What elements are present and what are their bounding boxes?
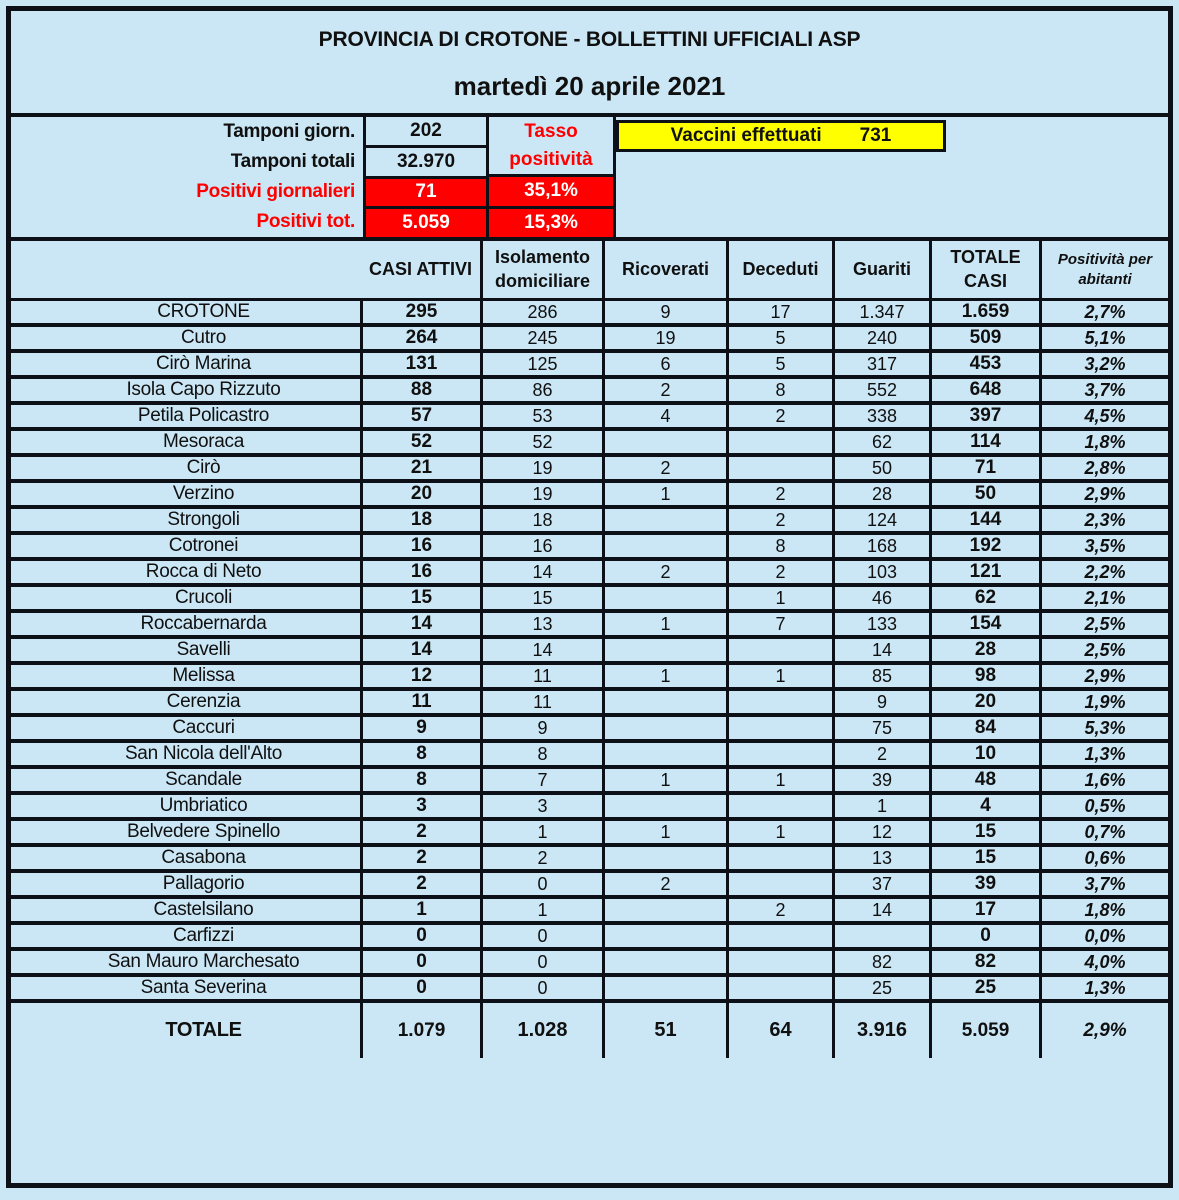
tamponi-giorn-label: Tamponi giorn. [223,121,355,142]
deceduti-cell: 1 [729,769,835,795]
municipality-cell: Crucoli [11,587,363,613]
ricoverati-cell: 2 [605,561,729,587]
municipality-cell: San Nicola dell'Alto [11,743,363,769]
ricoverati-cell: 2 [605,457,729,483]
isolamento-cell: 52 [483,431,605,457]
municipality-cell: Belvedere Spinello [11,821,363,847]
header-positivita: Positività per abitanti [1042,241,1168,301]
totale-casi-cell: 28 [932,639,1042,665]
table-row [11,561,1168,587]
casi-attivi-cell: 12 [363,665,483,691]
isolamento-cell: 11 [483,665,605,691]
totale-casi-cell: 453 [932,353,1042,379]
table-row [11,743,1168,769]
totale-casi-cell: 15 [932,847,1042,873]
casi-attivi-cell: 88 [363,379,483,405]
municipality-cell: Petila Policastro [11,405,363,431]
ricoverati-cell: 2 [605,379,729,405]
totale-casi-cell: 39 [932,873,1042,899]
guariti-cell: 14 [835,639,932,665]
table-footer [11,1003,1168,1058]
positivita-cell: 2,3% [1042,509,1168,535]
casi-attivi-cell: 0 [363,977,483,1003]
tasso-positivita-block [489,117,616,237]
municipality-cell: Umbriatico [11,795,363,821]
municipality-cell: Savelli [11,639,363,665]
isolamento-cell: 19 [483,483,605,509]
casi-attivi-cell: 14 [363,613,483,639]
guariti-cell: 552 [835,379,932,405]
ricoverati-cell [605,509,729,535]
guariti-cell: 1 [835,795,932,821]
positivita-cell: 2,2% [1042,561,1168,587]
positivi-tot-value: 5.059 [366,209,486,237]
deceduti-cell [729,847,835,873]
deceduti-cell: 2 [729,509,835,535]
totale-casi-cell: 648 [932,379,1042,405]
isolamento-cell: 245 [483,327,605,353]
isolamento-cell: 0 [483,925,605,951]
positivi-giorn-label: Positivi giornalieri [196,181,355,202]
municipality-cell: Caccuri [11,717,363,743]
table-row [11,483,1168,509]
isolamento-cell: 14 [483,639,605,665]
municipality-cell: Scandale [11,769,363,795]
isolamento-cell: 0 [483,951,605,977]
ricoverati-cell: 9 [605,301,729,327]
table-row [11,691,1168,717]
isolamento-cell: 2 [483,847,605,873]
deceduti-cell [729,639,835,665]
table-row [11,951,1168,977]
casi-attivi-cell: 2 [363,847,483,873]
totale-casi-cell: 397 [932,405,1042,431]
municipality-cell: Melissa [11,665,363,691]
deceduti-cell [729,691,835,717]
municipality-cell: Carfizzi [11,925,363,951]
ricoverati-cell: 1 [605,665,729,691]
casi-attivi-cell: 131 [363,353,483,379]
positivita-cell: 3,7% [1042,379,1168,405]
ricoverati-cell: 1 [605,483,729,509]
table-row [11,379,1168,405]
table-row [11,301,1168,327]
positivita-cell: 5,3% [1042,717,1168,743]
totale-casi-cell: 144 [932,509,1042,535]
ricoverati-cell [605,535,729,561]
ricoverati-cell: 1 [605,821,729,847]
deceduti-cell [729,743,835,769]
municipality-cell: Verzino [11,483,363,509]
totale-casi-cell: 0 [932,925,1042,951]
guariti-cell: 46 [835,587,932,613]
positivita-cell: 2,5% [1042,613,1168,639]
positivita-cell: 0,0% [1042,925,1168,951]
ricoverati-cell [605,587,729,613]
ricoverati-cell: 6 [605,353,729,379]
deceduti-cell: 8 [729,535,835,561]
totale-casi-cell: 20 [932,691,1042,717]
isolamento-cell: 1 [483,821,605,847]
table-header [11,241,1168,301]
table-row [11,873,1168,899]
positivita-cell: 1,6% [1042,769,1168,795]
totale-casi-cell: 25 [932,977,1042,1003]
casi-attivi-cell: 8 [363,743,483,769]
table-row [11,925,1168,951]
totale-ricoverati-cell: 51 [605,1003,729,1058]
municipality-cell: Cirò Marina [11,353,363,379]
table-row [11,665,1168,691]
deceduti-cell: 1 [729,665,835,691]
guariti-cell: 50 [835,457,932,483]
municipality-cell: Mesoraca [11,431,363,457]
summary-values [363,117,489,237]
ricoverati-cell: 1 [605,769,729,795]
positivita-cell: 1,3% [1042,977,1168,1003]
table-body [11,301,1168,1003]
table-row [11,613,1168,639]
ricoverati-cell [605,717,729,743]
isolamento-cell: 8 [483,743,605,769]
bulletin-frame [6,6,1173,1188]
ricoverati-cell: 1 [605,613,729,639]
deceduti-cell [729,873,835,899]
casi-attivi-cell: 2 [363,873,483,899]
isolamento-cell: 7 [483,769,605,795]
casi-attivi-cell: 2 [363,821,483,847]
positivi-tot-label: Positivi tot. [256,211,355,232]
municipality-cell: Castelsilano [11,899,363,925]
totale-positivita-cell: 2,9% [1083,1019,1127,1041]
title-section [11,11,1168,117]
totale-casi-cell: 10 [932,743,1042,769]
municipality-cell: Roccabernarda [11,613,363,639]
table-row [11,431,1168,457]
tamponi-giorn-value: 202 [366,117,486,148]
casi-attivi-cell: 1 [363,899,483,925]
guariti-cell: 317 [835,353,932,379]
summary-right-region [616,117,1168,237]
positivita-cell: 4,5% [1042,405,1168,431]
header-casi-attivi: CASI ATTIVI [11,241,483,301]
guariti-cell: 37 [835,873,932,899]
guariti-cell: 28 [835,483,932,509]
guariti-cell: 240 [835,327,932,353]
table-row [11,327,1168,353]
municipality-cell: Cerenzia [11,691,363,717]
deceduti-cell [729,795,835,821]
isolamento-cell: 11 [483,691,605,717]
table-row [11,821,1168,847]
totale-casi-cell: 509 [932,327,1042,353]
guariti-cell: 62 [835,431,932,457]
totale-casi-cell: 82 [932,951,1042,977]
table-row [11,457,1168,483]
isolamento-cell: 0 [483,873,605,899]
table-row [11,977,1168,1003]
table-header-row [11,241,1168,301]
ricoverati-cell [605,977,729,1003]
guariti-cell: 14 [835,899,932,925]
tamponi-totali-label: Tamponi totali [230,151,355,172]
casi-attivi-cell: 264 [363,327,483,353]
deceduti-cell: 8 [729,379,835,405]
casi-attivi-cell: 295 [363,301,483,327]
totale-casi-cell: 48 [932,769,1042,795]
vaccini-label: Vaccini effettuati [670,125,822,146]
totale-isolamento-cell: 1.028 [483,1003,605,1058]
ricoverati-cell [605,847,729,873]
casi-attivi-cell: 15 [363,587,483,613]
deceduti-cell: 1 [729,821,835,847]
ricoverati-cell [605,795,729,821]
deceduti-cell: 7 [729,613,835,639]
table-row [11,587,1168,613]
deceduti-cell [729,925,835,951]
table-row [11,535,1168,561]
municipality-cell: Pallagorio [11,873,363,899]
totale-casi-cell: 15 [932,821,1042,847]
isolamento-cell: 86 [483,379,605,405]
totale-row [11,1003,1168,1058]
positivita-cell: 0,6% [1042,847,1168,873]
guariti-cell: 2 [835,743,932,769]
tasso-giornaliero-value: 35,1% [489,177,613,209]
ricoverati-cell [605,691,729,717]
tasso-totale-value: 15,3% [489,209,613,238]
totale-label-cell: TOTALE [11,1003,363,1058]
table-row [11,639,1168,665]
header-isolamento: Isolamento domiciliare [483,241,605,301]
casi-attivi-cell: 57 [363,405,483,431]
isolamento-cell: 15 [483,587,605,613]
guariti-cell: 25 [835,977,932,1003]
isolamento-cell: 53 [483,405,605,431]
totale-casi-cell: 50 [932,483,1042,509]
ricoverati-cell [605,743,729,769]
positivi-giorn-value: 71 [366,179,486,210]
header-ricoverati: Ricoverati [605,241,729,301]
header-deceduti: Deceduti [729,241,835,301]
ricoverati-cell: 2 [605,873,729,899]
positivita-cell: 0,7% [1042,821,1168,847]
municipality-table [11,241,1168,1058]
positivita-cell: 3,7% [1042,873,1168,899]
ricoverati-cell [605,431,729,457]
deceduti-cell: 2 [729,405,835,431]
municipality-cell: Strongoli [11,509,363,535]
isolamento-cell: 16 [483,535,605,561]
positivita-cell: 2,1% [1042,587,1168,613]
ricoverati-cell [605,899,729,925]
guariti-cell: 124 [835,509,932,535]
guariti-cell: 13 [835,847,932,873]
deceduti-cell: 2 [729,899,835,925]
deceduti-cell: 2 [729,561,835,587]
positivita-cell: 4,0% [1042,951,1168,977]
casi-attivi-cell: 18 [363,509,483,535]
casi-attivi-cell: 3 [363,795,483,821]
deceduti-cell [729,951,835,977]
municipality-cell: San Mauro Marchesato [11,951,363,977]
guariti-cell: 1.347 [835,301,932,327]
deceduti-cell [729,457,835,483]
vaccini-value: 731 [859,125,892,146]
isolamento-cell: 19 [483,457,605,483]
casi-attivi-cell: 21 [363,457,483,483]
positivita-cell: 2,9% [1042,483,1168,509]
totale-casi-cell: 4 [932,795,1042,821]
totale-casi-cell: 62 [932,587,1042,613]
tasso-positivita-label: Tasso positività [489,117,613,177]
totale-casi-cell: 114 [932,431,1042,457]
table-row [11,717,1168,743]
isolamento-cell: 1 [483,899,605,925]
casi-attivi-cell: 0 [363,951,483,977]
positivita-cell: 3,5% [1042,535,1168,561]
ricoverati-cell [605,925,729,951]
positivita-cell: 2,7% [1042,301,1168,327]
positivita-cell: 0,5% [1042,795,1168,821]
guariti-cell: 168 [835,535,932,561]
isolamento-cell: 286 [483,301,605,327]
table-row [11,899,1168,925]
table-row [11,509,1168,535]
positivita-cell: 3,2% [1042,353,1168,379]
deceduti-cell [729,977,835,1003]
deceduti-cell: 1 [729,587,835,613]
page-title: PROVINCIA DI CROTONE - BOLLETTINI UFFICIALI ASP [318,28,861,51]
deceduti-cell: 2 [729,483,835,509]
positivita-cell: 2,8% [1042,457,1168,483]
table-row [11,353,1168,379]
totale-casi-cell: 98 [932,665,1042,691]
guariti-cell: 338 [835,405,932,431]
totale-casi-cell: 154 [932,613,1042,639]
positivita-cell: 1,8% [1042,431,1168,457]
positivita-cell: 5,1% [1042,327,1168,353]
casi-attivi-cell: 16 [363,535,483,561]
table-row [11,405,1168,431]
totale-casi-cell: 71 [932,457,1042,483]
bulletin-date: martedì 20 aprile 2021 [453,71,726,101]
totale-casi-attivi-cell: 1.079 [363,1003,483,1058]
municipality-cell: Rocca di Neto [11,561,363,587]
totale-casi-cell: 192 [932,535,1042,561]
totale-casi-cell: 121 [932,561,1042,587]
municipality-cell: CROTONE [11,301,363,327]
totale-totale-casi-cell: 5.059 [932,1003,1042,1058]
municipality-cell: Casabona [11,847,363,873]
totale-casi-cell: 84 [932,717,1042,743]
guariti-cell: 133 [835,613,932,639]
municipality-cell: Cirò [11,457,363,483]
casi-attivi-cell: 9 [363,717,483,743]
ricoverati-cell: 19 [605,327,729,353]
positivita-cell: 2,5% [1042,639,1168,665]
guariti-cell: 103 [835,561,932,587]
totale-casi-cell: 1.659 [932,301,1042,327]
isolamento-cell: 13 [483,613,605,639]
casi-attivi-cell: 14 [363,639,483,665]
isolamento-cell: 0 [483,977,605,1003]
deceduti-cell: 5 [729,327,835,353]
deceduti-cell: 5 [729,353,835,379]
deceduti-cell [729,717,835,743]
totale-deceduti-cell: 64 [729,1003,835,1058]
positivita-cell: 1,8% [1042,899,1168,925]
ricoverati-cell: 4 [605,405,729,431]
positivita-cell: 1,9% [1042,691,1168,717]
guariti-cell: 9 [835,691,932,717]
municipality-cell: Isola Capo Rizzuto [11,379,363,405]
municipality-cell: Cutro [11,327,363,353]
summary-section [11,117,1168,241]
isolamento-cell: 14 [483,561,605,587]
ricoverati-cell [605,951,729,977]
table-row [11,769,1168,795]
positivita-cell: 1,3% [1042,743,1168,769]
table-row [11,847,1168,873]
casi-attivi-cell: 0 [363,925,483,951]
municipality-cell: Cotronei [11,535,363,561]
guariti-cell: 39 [835,769,932,795]
casi-attivi-cell: 52 [363,431,483,457]
guariti-cell: 12 [835,821,932,847]
tamponi-totali-value: 32.970 [366,148,486,179]
totale-guariti-cell: 3.916 [835,1003,932,1058]
vaccini-effettuati-box [616,120,946,152]
deceduti-cell: 17 [729,301,835,327]
casi-attivi-cell: 11 [363,691,483,717]
guariti-cell: 75 [835,717,932,743]
summary-labels [11,117,363,237]
municipality-cell: Santa Severina [11,977,363,1003]
header-guariti: Guariti [835,241,932,301]
guariti-cell: 82 [835,951,932,977]
isolamento-cell: 18 [483,509,605,535]
guariti-cell [835,925,932,951]
header-totale-casi: TOTALE CASI [932,241,1042,301]
ricoverati-cell [605,639,729,665]
isolamento-cell: 3 [483,795,605,821]
isolamento-cell: 125 [483,353,605,379]
deceduti-cell [729,431,835,457]
casi-attivi-cell: 16 [363,561,483,587]
totale-casi-cell: 17 [932,899,1042,925]
casi-attivi-cell: 20 [363,483,483,509]
table-row [11,795,1168,821]
isolamento-cell: 9 [483,717,605,743]
casi-attivi-cell: 8 [363,769,483,795]
positivita-cell: 2,9% [1042,665,1168,691]
guariti-cell: 85 [835,665,932,691]
